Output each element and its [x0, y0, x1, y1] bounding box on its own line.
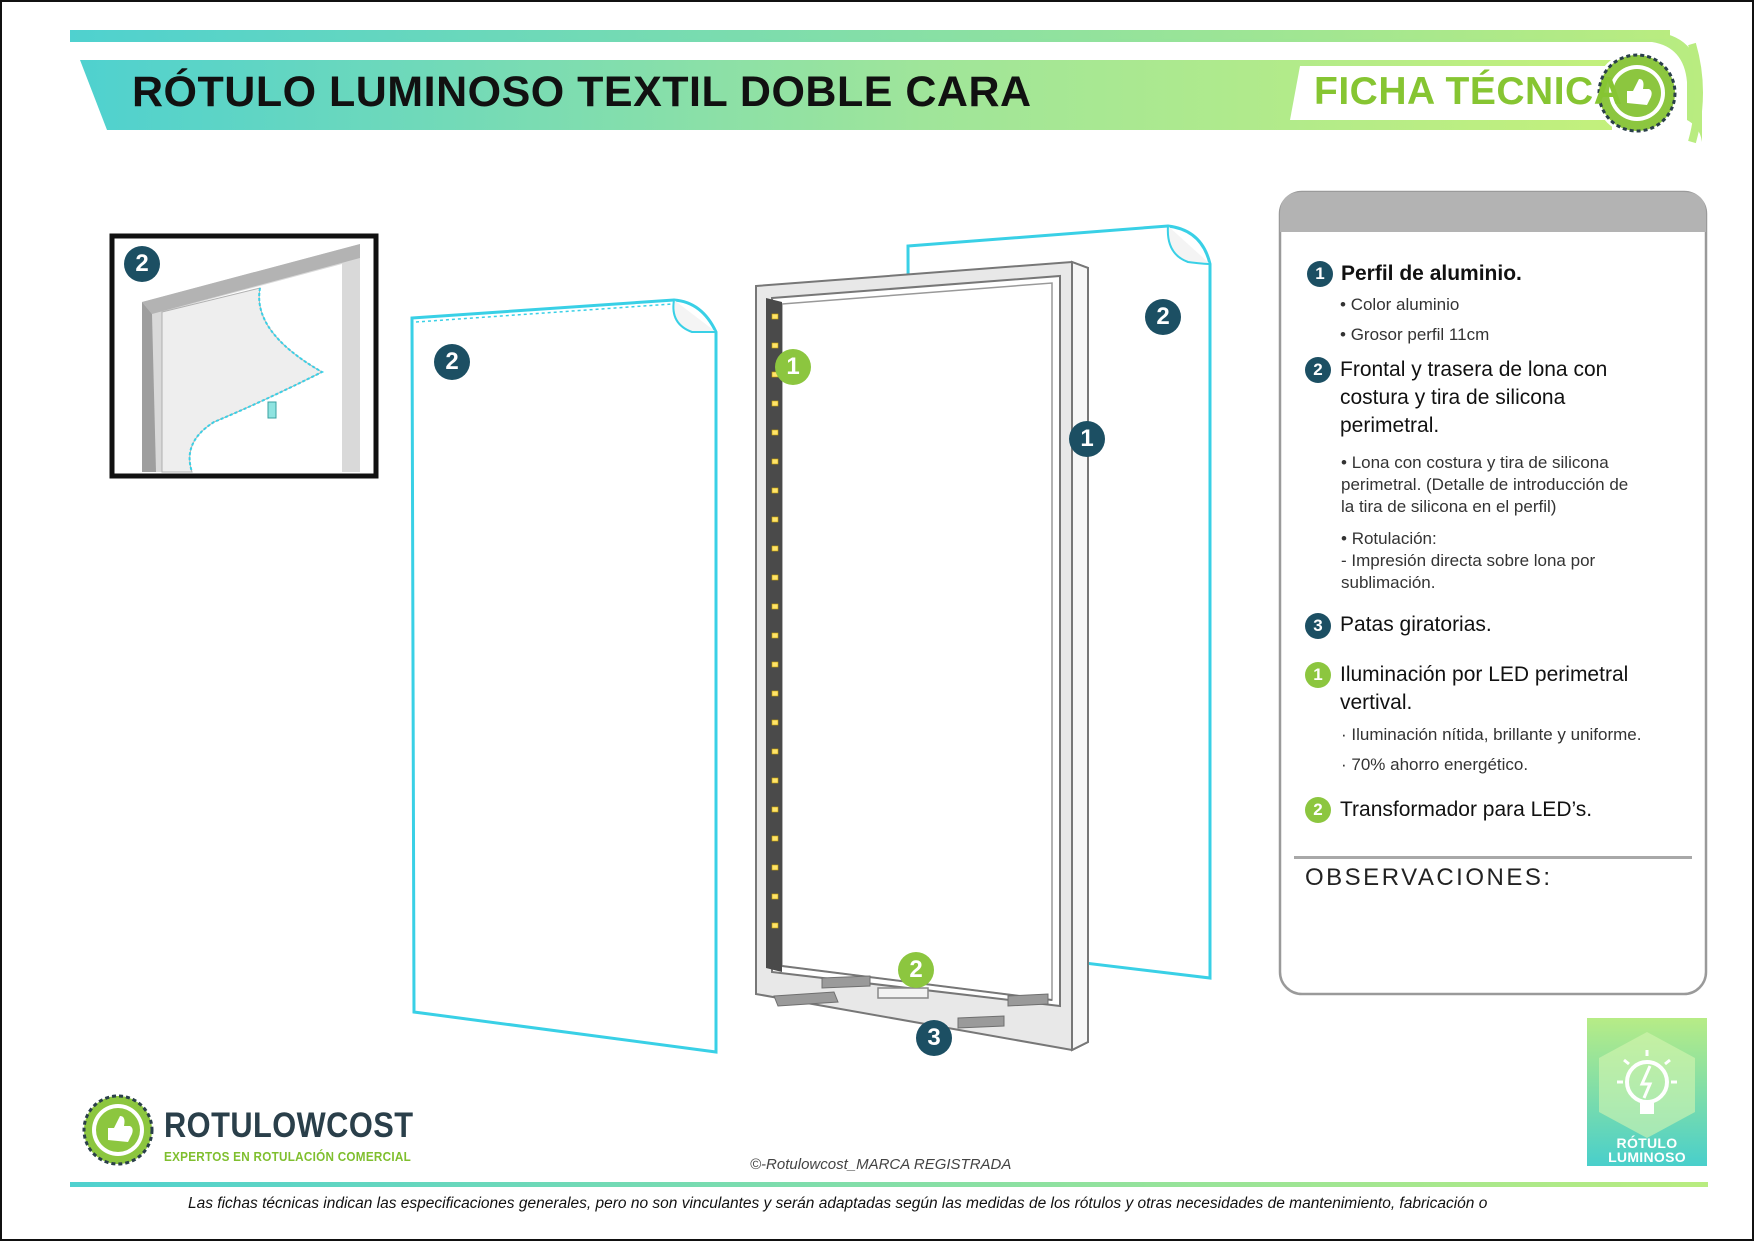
badge-text-line1: RÓTULO	[1616, 1135, 1678, 1151]
spec-title: Perfil de aluminio.	[1341, 262, 1522, 285]
spec-bullet: · Iluminación nítida, brillante y uniforme.	[1341, 725, 1642, 744]
spec-bullet: • Rotulación: - Impresión directa sobre lona por sublimación.	[1341, 529, 1596, 592]
aluminium-frame	[756, 262, 1088, 1050]
footer-disclaimer: Las fichas técnicas indican las especificaciones generales, pero no son vinculantes y serán adaptadas según las medidas de los rótulos y otras necesidades de mantenimiento, fabricación o	[188, 1195, 1488, 1212]
spec-number: 2	[1305, 797, 1331, 823]
callout-led-1: 1	[775, 349, 811, 385]
spec-bullet: • Lona con costura y tira de silicona perimetral. (Detalle de introducción de la tira de silicona en el perfil)	[1341, 453, 1629, 516]
rotulowcost-logo-icon	[82, 1094, 154, 1166]
front-panel	[412, 300, 716, 1052]
spec-number: 1	[1305, 662, 1331, 688]
callout-transformer-2: 2	[898, 952, 934, 988]
spec-number: 1	[1307, 261, 1333, 287]
brand-name: ROTULOWCOST	[164, 1106, 414, 1145]
spec-title: Iluminación por LED perimetral vertival.	[1340, 663, 1629, 714]
spec-bullet: · 70% ahorro energético.	[1341, 755, 1529, 774]
spec-bullet: • Grosor perfil 11cm	[1340, 325, 1490, 344]
transformer-box	[878, 988, 928, 998]
callout-back-panel-2: 2	[1145, 299, 1181, 335]
spec-title: Patas giratorias.	[1340, 613, 1492, 636]
page-title: RÓTULO LUMINOSO TEXTIL DOBLE CARA	[132, 68, 1032, 116]
spec-title: Transformador para LED’s.	[1340, 798, 1593, 821]
spec-number: 3	[1305, 613, 1331, 639]
observaciones-heading: OBSERVACIONES:	[1305, 864, 1553, 891]
footer-line	[70, 1182, 1708, 1187]
callout-detail-2: 2	[124, 246, 160, 282]
callout-feet-3: 3	[916, 1020, 952, 1056]
badge-text-line2: LUMINOSO	[1608, 1149, 1686, 1165]
ficha-tecnica-label: FICHA TÉCNICA	[1314, 70, 1623, 113]
spec-number: 2	[1305, 357, 1331, 383]
callout-front-panel-2: 2	[434, 344, 470, 380]
spec-bullet: • Color aluminio	[1340, 295, 1460, 314]
brand-tagline: EXPERTOS EN ROTULACIÓN COMERCIAL	[164, 1149, 411, 1164]
callout-profile-1: 1	[1069, 421, 1105, 457]
spec-title: Frontal y trasera de lona con costura y tira de silicona perimetral.	[1340, 358, 1608, 437]
copyright: ©-Rotulowcost_MARCA REGISTRADA	[750, 1156, 1012, 1173]
